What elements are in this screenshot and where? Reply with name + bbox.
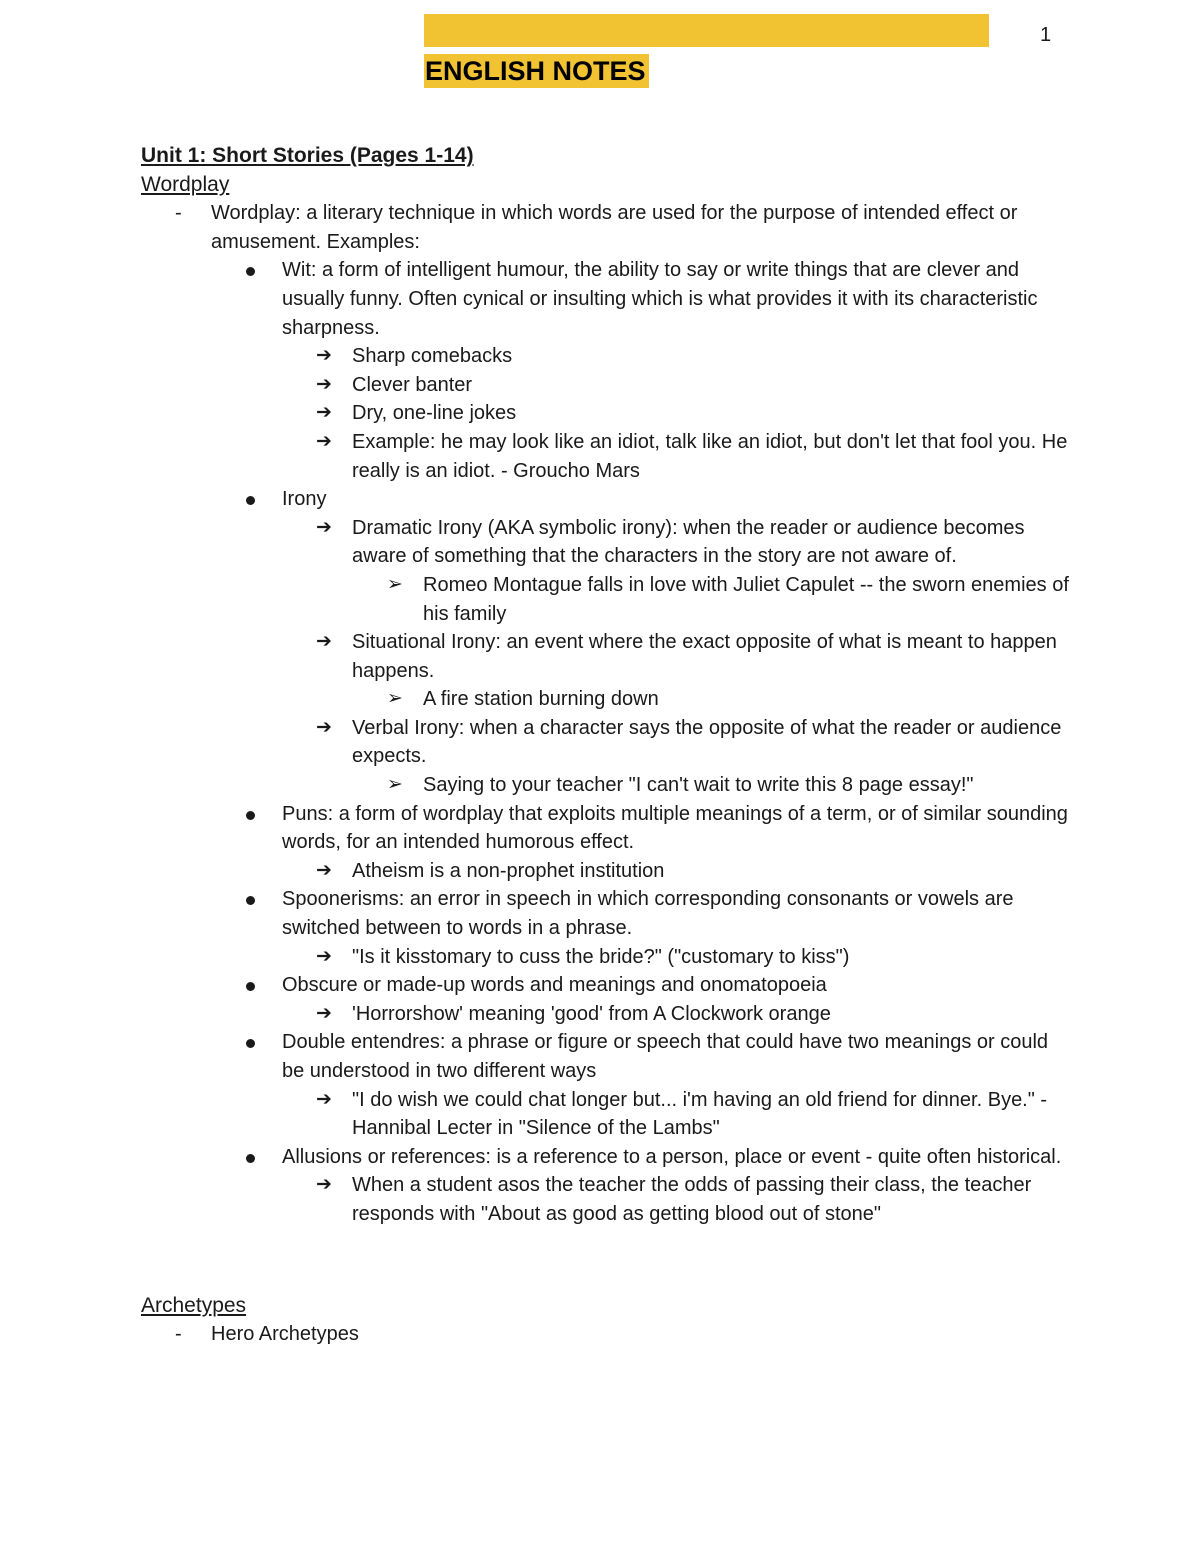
bullet-icon [246,971,255,1000]
list-item-text: When a student asos the teacher the odds of passing their class, the teacher responds with "About as good as getting blood out of stone" [352,1174,1032,1225]
arrow-icon: ➔ [316,402,332,424]
list-item-text: Spoonerisms: an error in speech in which corresponding consonants or vowels are switched between to words in a phrase. [282,888,1014,940]
arrow-icon: ➔ [316,1088,332,1110]
list-item-text: "I do wish we could chat longer but... i'm having an old friend for dinner. Bye." - Hannibal Lecter in "Silence of the Lambs" [352,1088,1048,1140]
list-item-text: Wordplay: a literary technique in which words are used for the purpose of intended effect or amusement. Examples: [211,202,1018,253]
list-item-double-entendres [141,1028,1071,1085]
list-item-irony [141,485,1071,514]
list-item-dramatic-irony [141,514,1071,571]
bullet-icon [246,1143,255,1172]
list-item [141,685,1071,714]
dash-marker: - [175,202,182,225]
document-body [141,142,1071,1349]
list-item [141,399,1071,428]
list-item-text: Allusions or references: is a reference to a person, place or event - quite often historical. [282,1145,1062,1168]
arrow-icon: ➔ [316,430,332,452]
list-item-text: Romeo Montague falls in love with Juliet Capulet -- the sworn enemies of his family [423,573,1069,625]
list-item-text: Double entendres: a phrase or figure or speech that could have two meanings or could be understood in two different ways [282,1031,1049,1082]
list-item-puns [141,800,1071,857]
list-item [141,371,1071,400]
list-item [141,857,1071,886]
arrow-icon: ➔ [316,1002,332,1024]
arrowhead-icon: ➢ [387,688,403,710]
list-item-text: Dramatic Irony (AKA symbolic irony): when the reader or audience becomes aware of something that the characters in the story are not aware of. [352,516,1025,568]
list-item-text: Irony [282,488,327,511]
page-number: 1 [1040,24,1052,46]
arrow-icon: ➔ [316,945,332,967]
arrow-icon: ➔ [316,516,332,538]
unit-heading: Unit 1: Short Stories (Pages 1-14) [141,144,474,167]
dash-marker: - [175,1323,182,1346]
list-item-text: 'Horrorshow' meaning 'good' from A Clockwork orange [352,1002,831,1025]
list-item-spoonerisms [141,885,1071,942]
arrow-icon: ➔ [316,345,332,367]
list-item-verbal-irony [141,714,1071,771]
arrow-icon: ➔ [316,373,332,395]
list-item-text: Puns: a form of wordplay that exploits multiple meanings of a term, or of similar sounding words, for an intended humorous effect. [282,802,1068,854]
list-item [141,342,1071,371]
bullet-icon [246,1028,255,1057]
list-item-text: Obscure or made-up words and meanings and onomatopoeia [282,974,827,997]
list-item [141,1000,1071,1029]
section-heading-archetypes: Archetypes [141,1293,247,1317]
list-item [141,571,1071,628]
list-item [141,943,1071,972]
header-highlight-bar [424,14,989,47]
section-spacer [141,1229,1071,1292]
bullet-icon [246,256,255,285]
list-item [141,428,1071,485]
list-item [141,1086,1071,1143]
arrow-icon: ➔ [316,716,332,738]
list-item-text: Sharp comebacks [352,345,513,368]
list-item-text: Wit: a form of intelligent humour, the ability to say or write things that are clever and usually funny. Often cynical or insulting which is what provides it with its characteristic sharpness. [282,259,1038,339]
arrowhead-icon: ➢ [387,774,403,796]
list-item-text: Situational Irony: an event where the exact opposite of what is meant to happen happens. [352,631,1057,682]
list-item-hero-archetypes [141,1320,1071,1349]
list-item-allusions [141,1143,1071,1172]
list-item [141,1171,1071,1228]
list-item-wordplay-intro [141,199,1071,256]
bullet-icon [246,485,255,514]
list-item-wit [141,256,1071,342]
arrowhead-icon: ➢ [387,573,403,595]
list-item [141,771,1071,800]
list-item-text: A fire station burning down [423,688,659,711]
arrow-icon: ➔ [316,859,332,881]
bullet-icon [246,800,255,829]
section-heading-wordplay: Wordplay [141,172,230,196]
arrow-icon: ➔ [316,1174,332,1196]
list-item-text: Verbal Irony: when a character says the opposite of what the reader or audience expects. [352,716,1062,768]
arrow-icon: ➔ [316,631,332,653]
bullet-icon [246,885,255,914]
list-item-text: Saying to your teacher "I can't wait to write this 8 page essay!" [423,774,974,797]
document-title: ENGLISH NOTES [424,54,649,88]
list-item-text: Dry, one-line jokes [352,402,517,425]
list-item-text: Hero Archetypes [211,1323,359,1346]
list-item-text: Atheism is a non-prophet institution [352,859,665,882]
list-item-text: "Is it kisstomary to cuss the bride?" ("customary to kiss") [352,945,850,968]
list-item-situational-irony [141,628,1071,685]
list-item-text: Example: he may look like an idiot, talk like an idiot, but don't let that fool you. He really is an idiot. - Groucho Mars [352,430,1068,482]
list-item-text: Clever banter [352,373,473,396]
list-item-obscure-words [141,971,1071,1000]
